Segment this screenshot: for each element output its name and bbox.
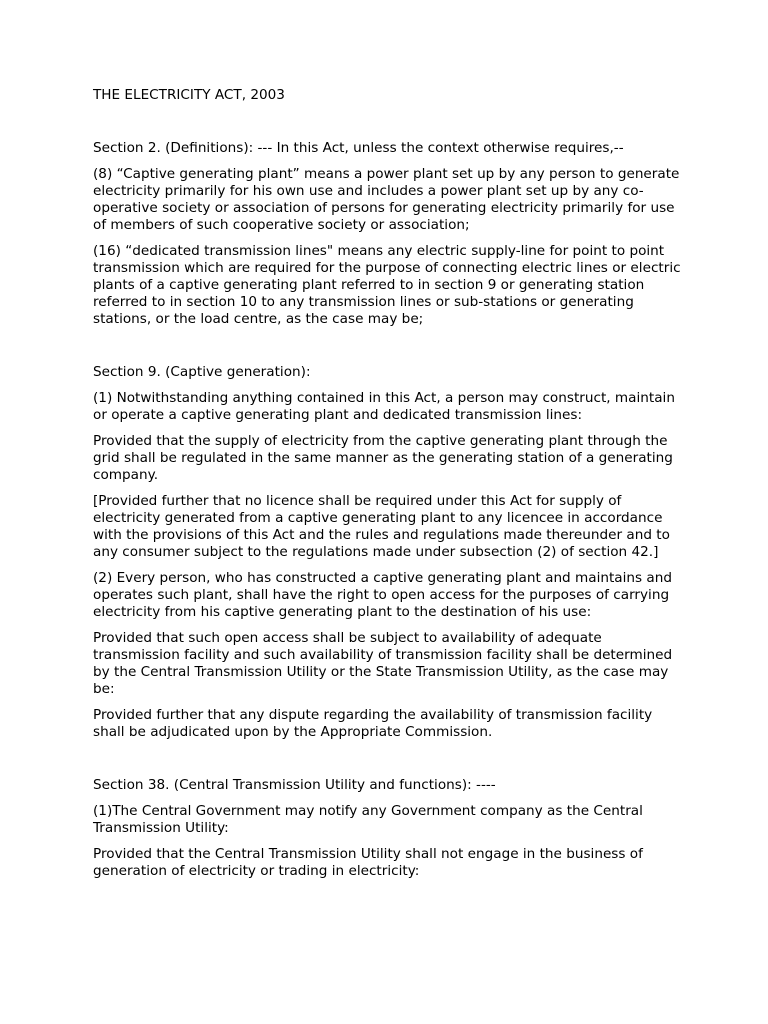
paragraph: Provided that such open access shall be subject to availability of adequate transmission facility and such availability of transmission facility shall be determined by the Central Transmission Utility or the State Transmission Utility, as the case may be: xyxy=(93,630,673,697)
section-9 xyxy=(93,364,683,741)
section-heading: Section 9. (Captive generation): xyxy=(93,364,311,380)
document-title: THE ELECTRICITY ACT, 2003 xyxy=(93,87,285,103)
spacer xyxy=(93,741,683,777)
document-page xyxy=(93,87,683,880)
paragraph: [Provided further that no licence shall be required under this Act for supply of electricity generated from a captive generating plant to any licencee in accordance with the provisions of this Act and the rules and regulations made thereunder and to any consumer subject to the regulations made under subsection (2) of section 42.] xyxy=(93,493,670,560)
paragraph: (1) Notwithstanding anything contained in this Act, a person may construct, maintain or operate a captive generating plant and dedicated transmission lines: xyxy=(93,390,675,423)
paragraph: Provided that the supply of electricity from the captive generating plant through the grid shall be regulated in the same manner as the generating station of a generating company. xyxy=(93,433,673,483)
spacer xyxy=(93,328,683,364)
section-2 xyxy=(93,140,683,328)
spacer xyxy=(93,104,683,140)
paragraph: Provided that the Central Transmission Utility shall not engage in the business of generation of electricity or trading in electricity: xyxy=(93,846,643,879)
section-heading: Section 2. (Definitions): --- In this Act, unless the context otherwise requires,-- xyxy=(93,140,624,156)
paragraph: (16) “dedicated transmission lines" means any electric supply-line for point to point transmission which are required for the purpose of connecting electric lines or electric plants of a captive generating plant referred to in section 9 or generating station referred to in section 10 to any transmission lines or sub-stations or generating stations, or the load centre, as the case may be; xyxy=(93,243,681,327)
paragraph: (1)The Central Government may notify any Government company as the Central Transmission Utility: xyxy=(93,803,643,836)
paragraph: Provided further that any dispute regarding the availability of transmission facility shall be adjudicated upon by the Appropriate Commission. xyxy=(93,707,653,740)
paragraph: (8) “Captive generating plant” means a power plant set up by any person to generate electricity primarily for his own use and includes a power plant set up by any co-operative society or association of persons for generating electricity primarily for use of members of such cooperative society or association; xyxy=(93,166,680,233)
section-heading: Section 38. (Central Transmission Utility and functions): ---- xyxy=(93,777,496,793)
paragraph: (2) Every person, who has constructed a captive generating plant and maintains and operates such plant, shall have the right to open access for the purposes of carrying electricity from his captive generating plant to the destination of his use: xyxy=(93,570,673,620)
section-38 xyxy=(93,777,683,880)
